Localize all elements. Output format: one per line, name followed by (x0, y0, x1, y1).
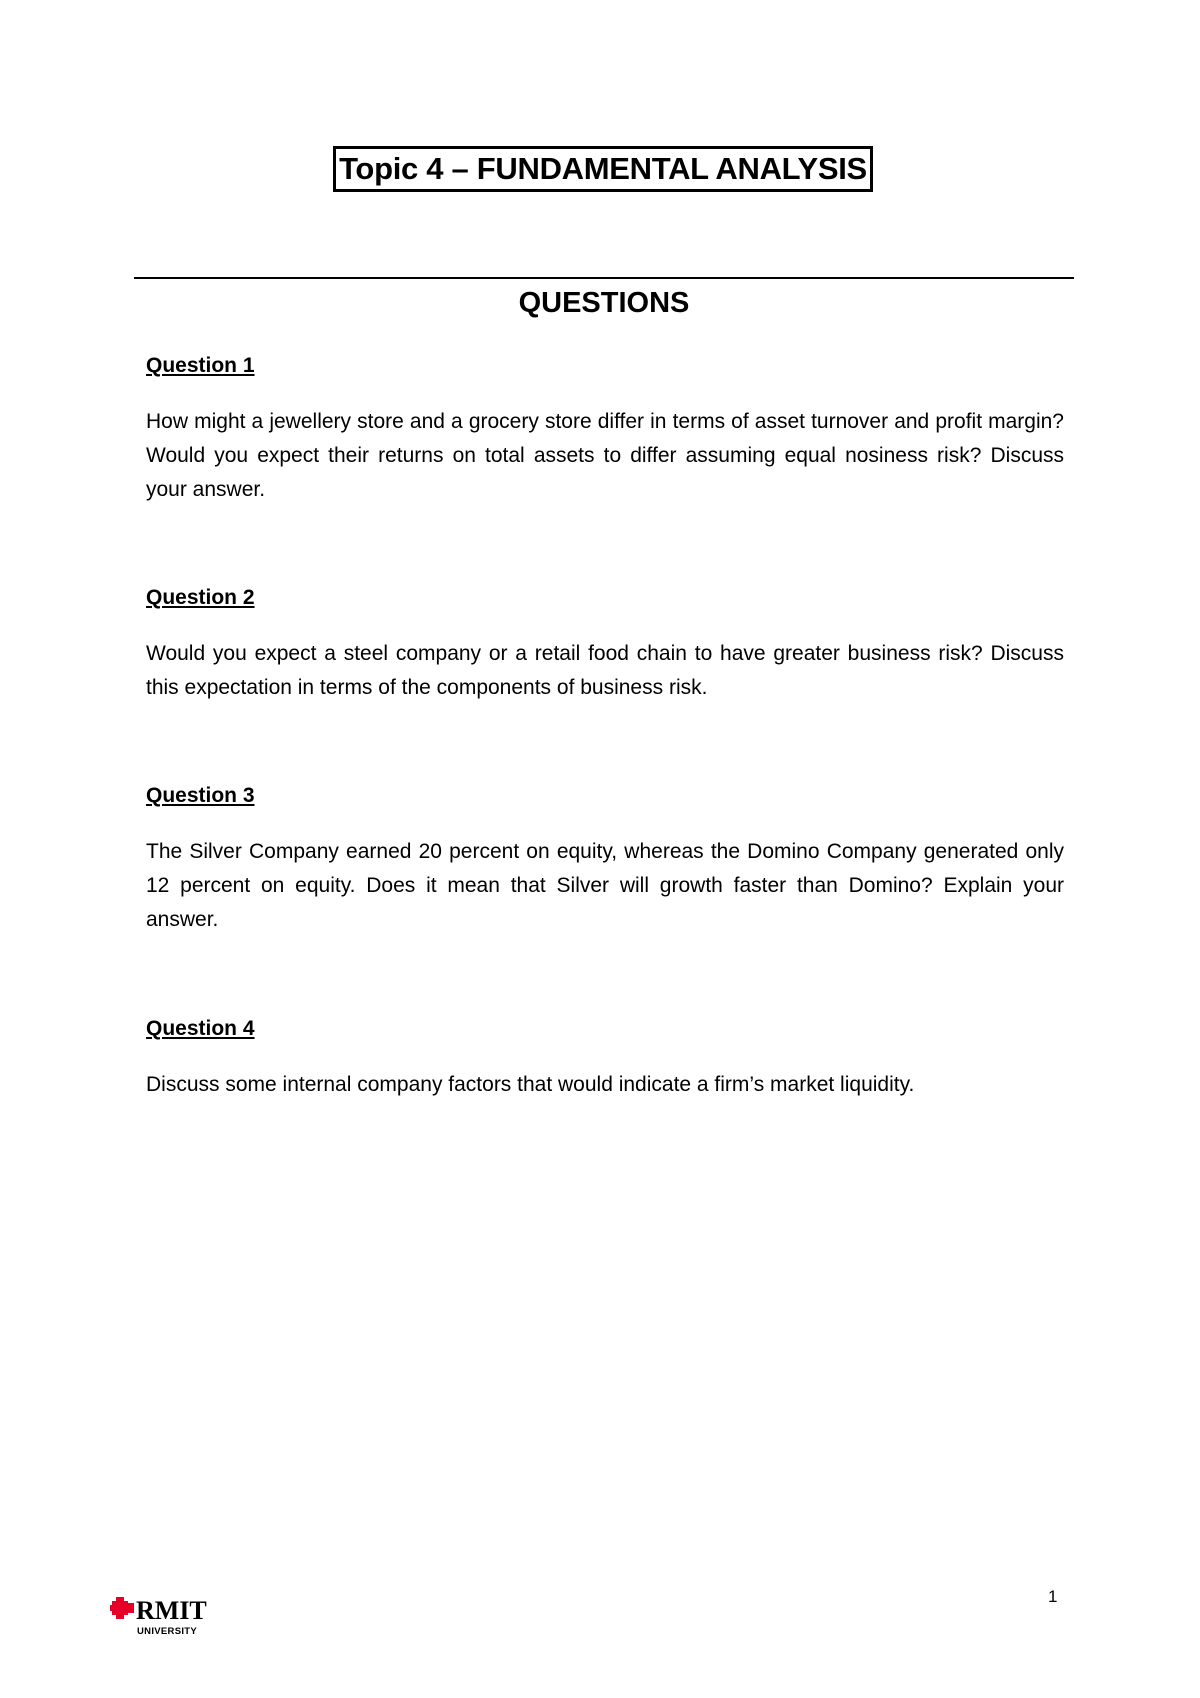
question-4-label: Question 4 (146, 1017, 255, 1040)
question-1-label: Question 1 (146, 354, 255, 377)
logo-wordmark: RMIT (136, 1596, 207, 1625)
logo-subtitle: UNIVERSITY (137, 1626, 198, 1637)
question-2-text: Would you expect a steel company or a retail food chain to have greater business risk? Discuss this expectation in terms of the components of business risk. (146, 642, 1064, 699)
question-2-label: Question 2 (146, 586, 255, 609)
question-3-label: Question 3 (146, 784, 255, 807)
question-3-text: The Silver Company earned 20 percent on equity, whereas the Domino Company generated only 12 percent on equity. Does it mean that Silver will growth faster than Domino? Explain your answer. (146, 840, 1064, 931)
section-heading: QUESTIONS (518, 287, 690, 319)
page-title: Topic 4 – FUNDAMENTAL ANALYSIS (333, 146, 873, 192)
question-1-text: How might a jewellery store and a grocery store differ in terms of asset turnover and profit margin? Would you expect their returns on total assets to differ assuming equal nosiness risk? Discuss your answer. (146, 410, 1064, 501)
page-number: 1 (1048, 1587, 1058, 1606)
rmit-pixel-mark-icon (110, 1597, 134, 1619)
horizontal-divider (134, 277, 1074, 279)
rmit-university-logo (110, 1594, 230, 1640)
question-4-text: Discuss some internal company factors that would indicate a firm’s market liquidity. (146, 1073, 915, 1096)
rmit-logo-graphic (110, 1594, 230, 1640)
